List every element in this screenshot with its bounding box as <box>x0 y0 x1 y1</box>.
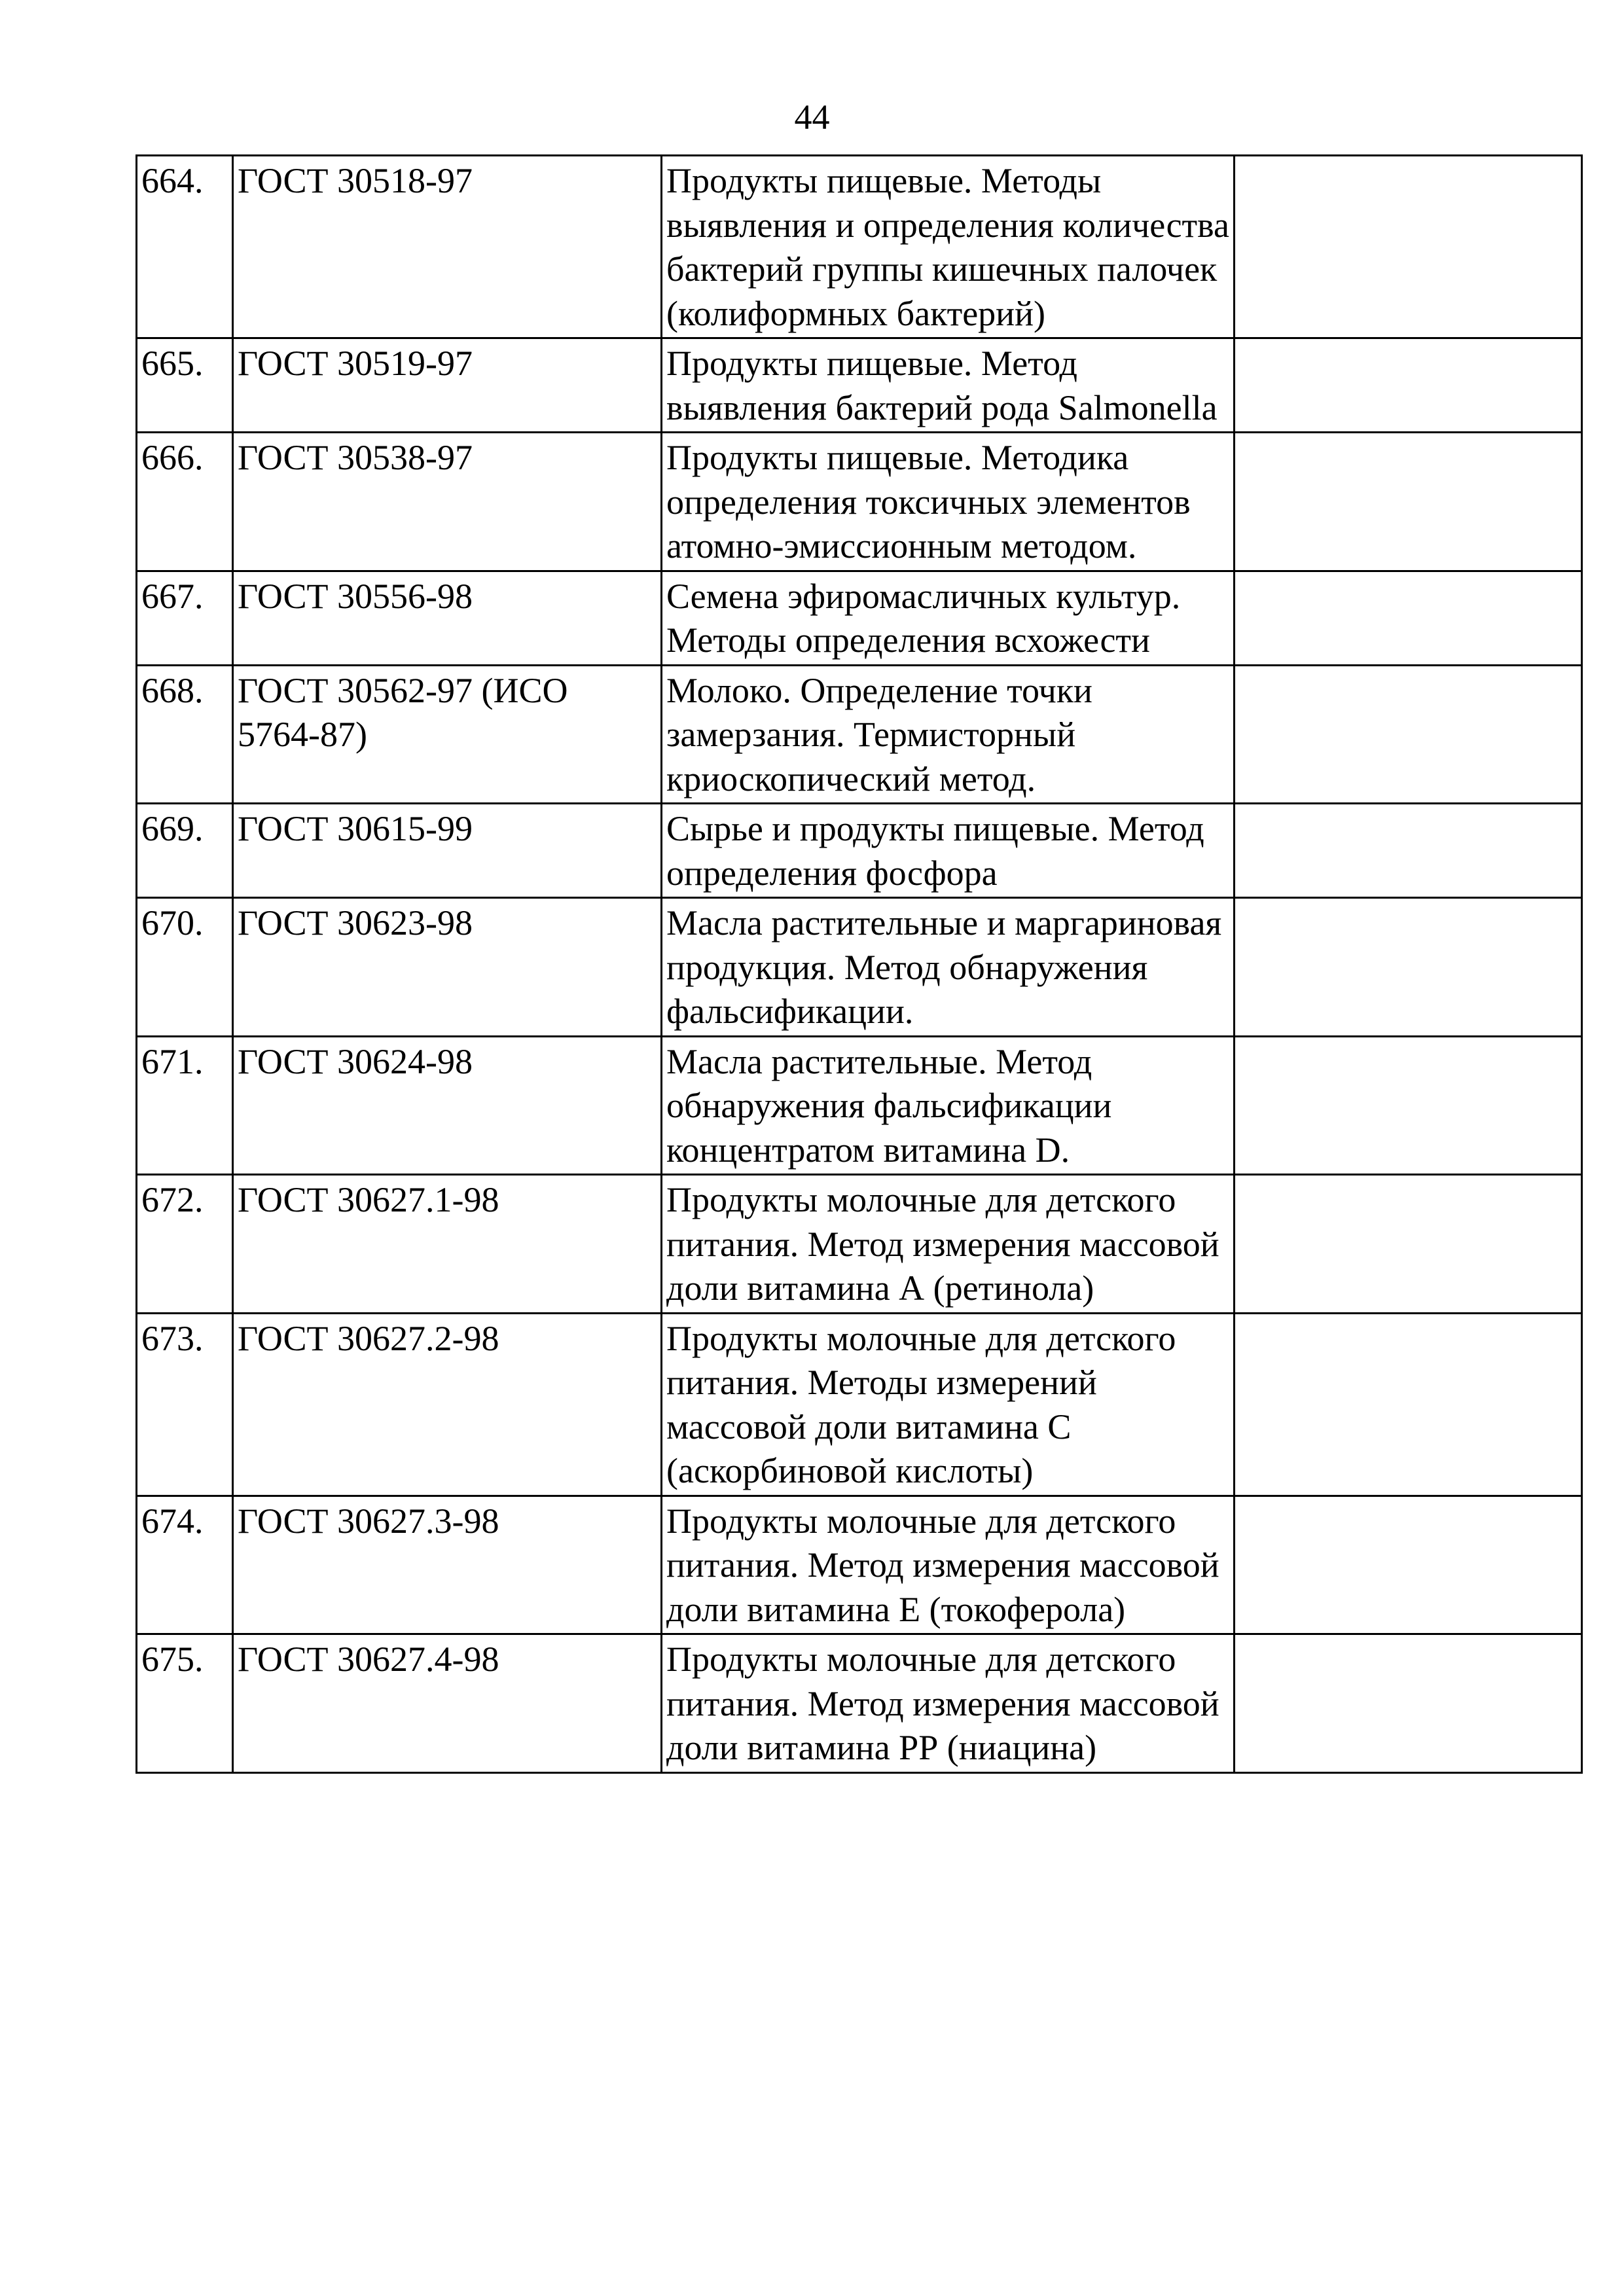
standard-code: ГОСТ 30562-97 (ИСО 5764-87) <box>233 665 662 804</box>
standard-code: ГОСТ 30518-97 <box>233 156 662 338</box>
standard-title: Продукты пищевые. Метод выявления бактерий рода Salmonella <box>662 338 1235 433</box>
standard-code: ГОСТ 30519-97 <box>233 338 662 433</box>
standard-title: Продукты пищевые. Методы выявления и определения количества бактерий группы кишечных палочек (колиформных бактерий) <box>662 156 1235 338</box>
note-cell <box>1235 1313 1582 1496</box>
row-number: 673. <box>137 1313 233 1496</box>
row-number: 670. <box>137 898 233 1037</box>
page-number: 44 <box>794 98 830 137</box>
standard-title: Продукты молочные для детского питания. Методы измерений массовой доли витамина С (аскорбиновой кислоты) <box>662 1313 1235 1496</box>
table-row <box>137 1496 1582 1634</box>
note-cell <box>1235 1634 1582 1773</box>
row-number: 667. <box>137 571 233 665</box>
table-row <box>137 1634 1582 1773</box>
table-row <box>137 1313 1582 1496</box>
table-row <box>137 156 1582 338</box>
standard-code: ГОСТ 30627.3-98 <box>233 1496 662 1634</box>
standard-title: Продукты молочные для детского питания. Метод измерения массовой доли витамина РР (ниацина) <box>662 1634 1235 1773</box>
standard-title: Масла растительные. Метод обнаружения фальсификации концентратом витамина D. <box>662 1036 1235 1175</box>
row-number: 675. <box>137 1634 233 1773</box>
row-number: 664. <box>137 156 233 338</box>
note-cell <box>1235 433 1582 571</box>
table-row <box>137 571 1582 665</box>
table-row <box>137 1036 1582 1175</box>
row-number: 668. <box>137 665 233 804</box>
note-cell <box>1235 1175 1582 1314</box>
standard-title: Продукты молочные для детского питания. Метод измерения массовой доли витамина Е (токоферола) <box>662 1496 1235 1634</box>
standard-code: ГОСТ 30627.2-98 <box>233 1313 662 1496</box>
note-cell <box>1235 338 1582 433</box>
row-number: 669. <box>137 804 233 898</box>
row-number: 665. <box>137 338 233 433</box>
standard-title: Масла растительные и маргариновая продукция. Метод обнаружения фальсификации. <box>662 898 1235 1037</box>
note-cell <box>1235 571 1582 665</box>
row-number: 666. <box>137 433 233 571</box>
standard-title: Продукты пищевые. Методика определения токсичных элементов атомно-эмиссионным методом. <box>662 433 1235 571</box>
note-cell <box>1235 1036 1582 1175</box>
standards-table <box>135 154 1583 1774</box>
table-row <box>137 804 1582 898</box>
note-cell <box>1235 1496 1582 1634</box>
note-cell <box>1235 804 1582 898</box>
standard-code: ГОСТ 30556-98 <box>233 571 662 665</box>
standard-title: Сырье и продукты пищевые. Метод определения фосфора <box>662 804 1235 898</box>
standard-code: ГОСТ 30538-97 <box>233 433 662 571</box>
table-row <box>137 898 1582 1037</box>
standard-title: Семена эфиромасличных культур. Методы определения всхожести <box>662 571 1235 665</box>
row-number: 671. <box>137 1036 233 1175</box>
row-number: 674. <box>137 1496 233 1634</box>
standard-code: ГОСТ 30627.4-98 <box>233 1634 662 1773</box>
standard-code: ГОСТ 30627.1-98 <box>233 1175 662 1314</box>
note-cell <box>1235 156 1582 338</box>
table-row <box>137 433 1582 571</box>
standard-code: ГОСТ 30623-98 <box>233 898 662 1037</box>
table-row <box>137 338 1582 433</box>
standard-code: ГОСТ 30615-99 <box>233 804 662 898</box>
table-row <box>137 1175 1582 1314</box>
table-row <box>137 665 1582 804</box>
standard-title: Молоко. Определение точки замерзания. Термисторный криоскопический метод. <box>662 665 1235 804</box>
row-number: 672. <box>137 1175 233 1314</box>
note-cell <box>1235 665 1582 804</box>
standard-code: ГОСТ 30624-98 <box>233 1036 662 1175</box>
note-cell <box>1235 898 1582 1037</box>
standard-title: Продукты молочные для детского питания. Метод измерения массовой доли витамина А (ретинола) <box>662 1175 1235 1314</box>
